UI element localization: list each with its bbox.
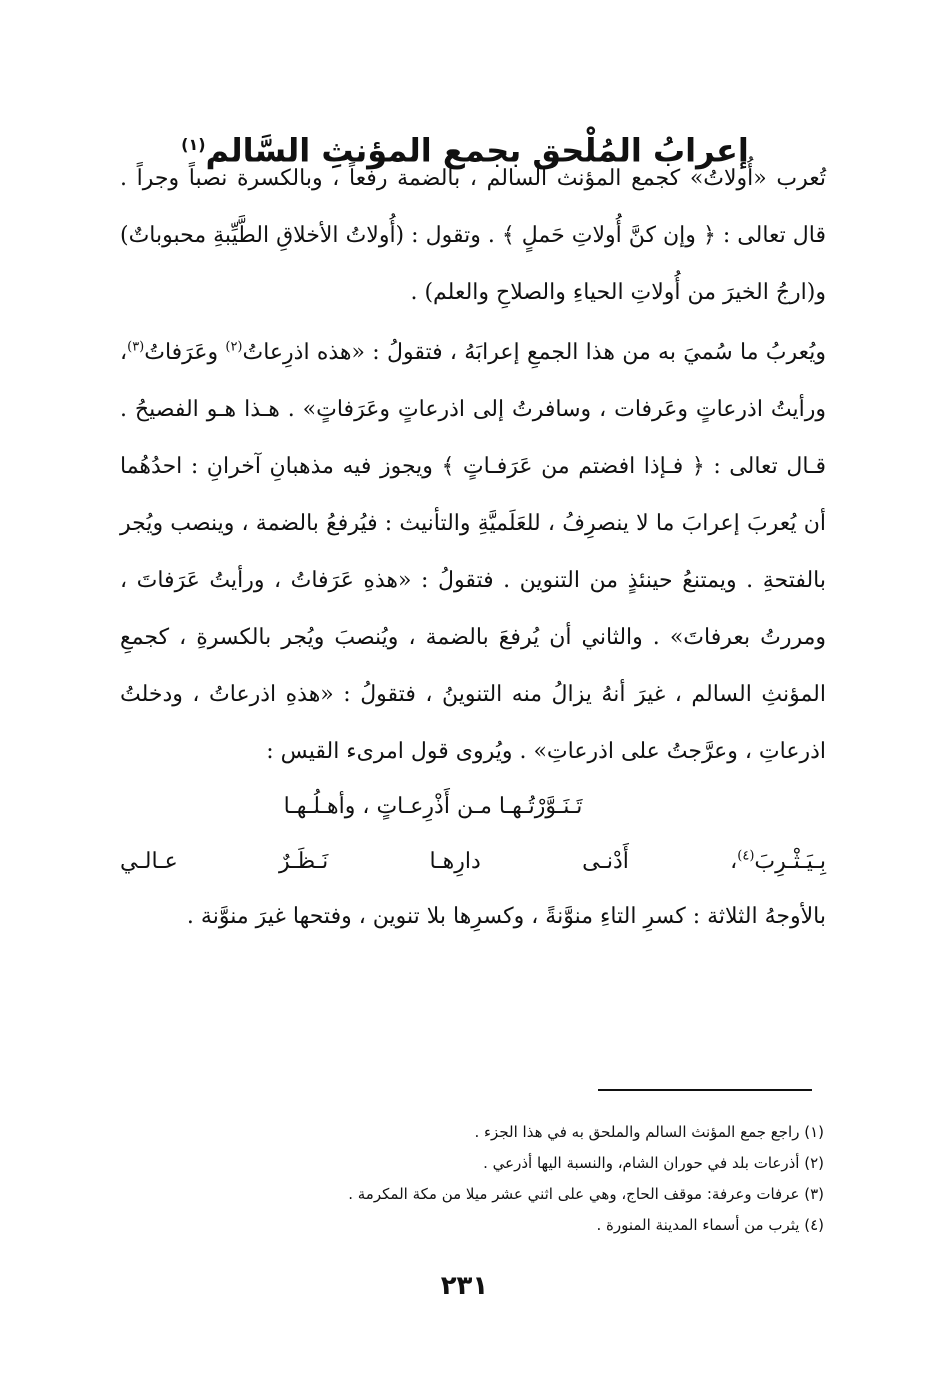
footnote-item: (٤) يثرب من أسماء المدينة المنورة . bbox=[596, 1216, 824, 1234]
footnote-ref-4: (٤) bbox=[737, 848, 755, 864]
page-title-text: إعرابُ المُلْحق بجمع المؤنثِ السَّالم bbox=[205, 132, 749, 171]
paragraph-2-text-c: ، ورأيتُ اذرعاتٍ وعَرفات ، وسافرتُ إلى اذرعاتٍ وعَرَفاتٍ» . هـذا هـو الفصيحُ . قـال تعالى : ﴿ فـإذا افضتم من عَرَفـاتٍ ﴾ ويجوز فيه مذهبانِ آخرانِ : احدُهُما أن يُعربَ إعرابَ ما لا ينصرِفُ ، للعَلَميَّةِ والتأنيث : فيُرفعُ بالضمة ، وينصب ويُجر بالفتحةِ . ويمتنعُ حينئذٍ من التنوين . فتقولُ : «هذهِ عَرَفاتُ ، ورأيتُ عَرَفاتَ ، ومررتُ بعرفاتَ» . والثاني أن يُرفعَ بالضمة ، ويُنصبَ ويُجر بالكسرةِ ، كجمعِ المؤنثِ السالم ، غيرَ أنهُ يزالُ منه التنوينُ ، فتقولُ : «هذهِ اذرعاتُ ، ودخلتُ اذرعاتِ ، وعرَّجتُ على اذرعاتِ» . ويُروى قول امرىء القيس : bbox=[120, 340, 826, 764]
footnote-divider bbox=[598, 1089, 812, 1091]
poem-verse-first-hemistich: تَـنَـوَّرْتُـهـا مـن أَذْرِعـاتٍ ، وأهـلُـهـا bbox=[283, 794, 583, 819]
title-footnote-ref: (١) bbox=[181, 135, 206, 155]
paragraph-2-text-a: ويُعربُ ما سُميَ به من هذا الجمعِ إعرابَهُ ، فتقولُ : «هذه اذرِعاتُ bbox=[242, 340, 826, 365]
footnote-item: (١) راجع جمع المؤنث السالم والملحق به في هذا الجزء . bbox=[474, 1123, 824, 1141]
paragraph-2 bbox=[120, 324, 826, 780]
poem-line2-rest: ، أَدْنـى دارِهـا نَـظَـرٌ عـالـي bbox=[120, 849, 738, 874]
footnote-item: (٢) أذرعات بلد في حوران الشام، والنسبة اليها أذرعي . bbox=[483, 1154, 824, 1172]
footnote-item: (٣) عرفات وعرفة: موقف الحاج، وهي على اثني عشر ميلا من مكة المكرمة . bbox=[348, 1185, 824, 1203]
page-number: ٢٣١ bbox=[440, 1271, 489, 1301]
footnote-ref-3: (٣) bbox=[127, 339, 145, 355]
poem-verse-second-hemistich bbox=[120, 833, 826, 891]
paragraph-3: بالأوجهُ الثلاثة : كسرِ التاءِ منوَّنةً ، وكسرِها بلا تنوين ، وفتحها غيرَ منوَّنة . bbox=[186, 904, 826, 929]
poem-line2-word: بِـيَـثْـرِبَ bbox=[754, 849, 826, 874]
footnote-ref-2: (٢) bbox=[225, 339, 243, 355]
paragraph-1: تُعرب «أُولاتُ» كجمع المؤنث السالم ، بالضمة رفعاً ، وبالكسرة نصباً وجراً . قال تعالى : ﴿ وإن كنَّ أُولاتِ حَملٍ ﴾ . وتقول : (أُولاتُ الأخلاقِ الطَّيِّبةِ محبوباتٌ) و(ارجُ الخيرَ من أُولاتِ الحياءِ والصلاحِ والعلم) . bbox=[120, 166, 826, 305]
footnotes-list bbox=[220, 1117, 824, 1241]
paragraph-2-text-b: وعَرَفاتُ bbox=[144, 340, 226, 365]
